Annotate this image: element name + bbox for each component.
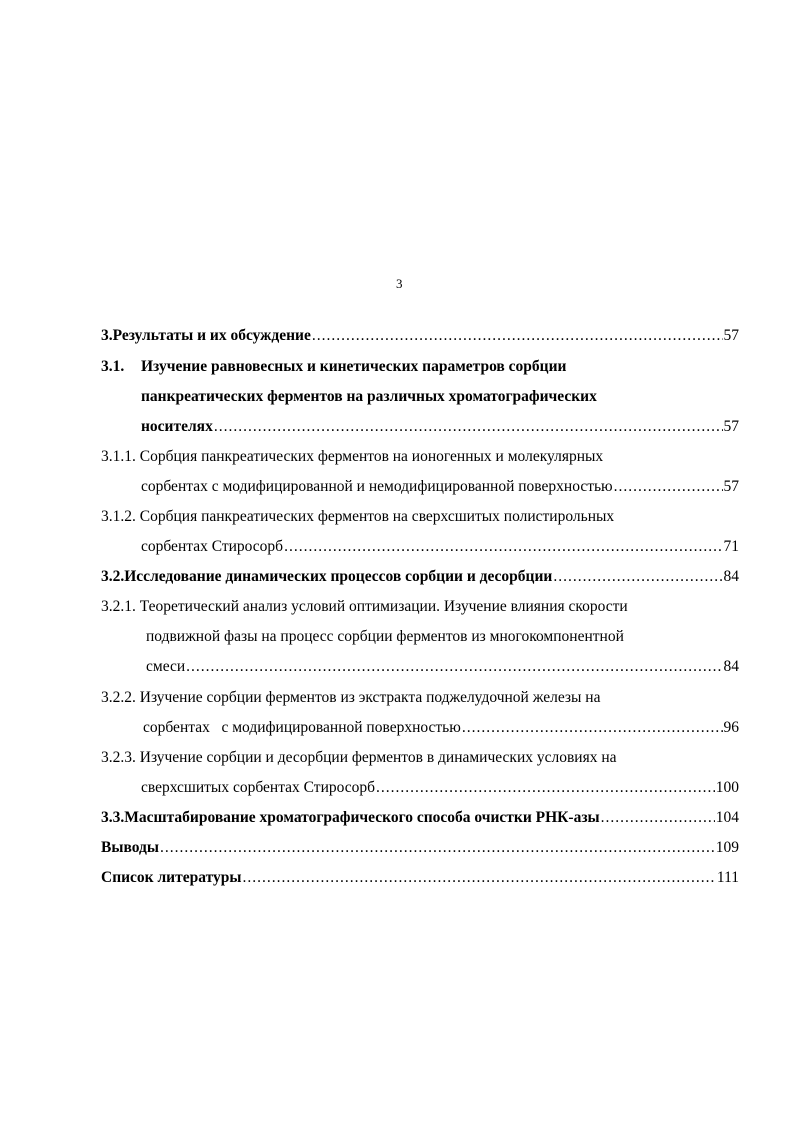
- toc-entry-number: 3.3.: [101, 809, 125, 826]
- toc-entry-3-1-1-line2[interactable]: [141, 477, 739, 497]
- toc-entry-title-line: 3.2.2. Изучение сорбции ферментов из экстракта поджелудочной железы на: [101, 689, 601, 706]
- toc-entry-page: 57: [723, 327, 739, 344]
- leader-dots: [312, 326, 723, 346]
- toc-entry-title-line: подвижной фазы на процесс сорбции ферментов из многокомпонентной: [146, 628, 624, 645]
- toc-entry-title-line: 3.2.3. Изучение сорбции и десорбции ферментов в динамических условиях на: [101, 749, 617, 766]
- toc-entry-number: 3.2.: [101, 568, 125, 585]
- leader-dots: [376, 778, 715, 798]
- leader-dots: [553, 567, 722, 587]
- page-number: 3: [396, 276, 403, 291]
- toc-entry-title-line: 3.2.1. Теоретический анализ условий оптимизации. Изучение влияния скорости: [101, 598, 628, 615]
- toc-entry-title: Исследование динамических процессов сорбции и десорбции: [124, 568, 553, 585]
- toc-entry-3-2-2-line2[interactable]: [143, 718, 739, 738]
- leader-dots: [284, 537, 722, 557]
- toc-entry-title-line: сорбентах с модифицированной поверхностью: [143, 719, 461, 736]
- toc-entry-3-1-2-line1[interactable]: [101, 507, 614, 527]
- toc-entry-title-line: сорбентах с модифицированной и немодифицированной поверхностью: [141, 478, 613, 495]
- toc-entry-number: 3.1.: [101, 358, 125, 375]
- toc-entry-page: 111: [716, 869, 739, 886]
- toc-entry-title: Результаты и их обсуждение: [112, 327, 311, 344]
- toc-entry-title-line: сорбентах Стиросорб: [141, 538, 284, 555]
- toc-entry-3-2[interactable]: [101, 567, 739, 587]
- toc-entry-3-2-3-line2[interactable]: [141, 778, 739, 798]
- toc-entry-conclusions[interactable]: [101, 838, 739, 858]
- toc-entry-title-line: сверхсшитых сорбентах Стиросорб: [141, 779, 376, 796]
- leader-dots: [242, 868, 715, 888]
- leader-dots: [614, 477, 723, 497]
- toc-entry-title-line: носителях: [141, 418, 213, 435]
- leader-dots: [186, 657, 722, 677]
- toc-entry-page: 71: [723, 538, 739, 555]
- toc-entry-title: Выводы: [101, 839, 159, 856]
- toc-entry-3-1-line2: [141, 387, 686, 407]
- toc-entry-page: 84: [723, 658, 739, 675]
- toc-entry-3[interactable]: [101, 326, 739, 346]
- toc-entry-page: 84: [723, 568, 739, 585]
- toc-entry-title-line: 3.1.2. Сорбция панкреатических ферментов на сверхсшитых полистирольных: [101, 508, 615, 525]
- toc-entry-references[interactable]: [101, 868, 739, 888]
- toc-entry-3-2-1-line2: [146, 627, 624, 647]
- toc-entry-title-line: Изучение равновесных и кинетических параметров сорбции: [141, 358, 567, 375]
- toc-entry-3-1-line1[interactable]: [101, 357, 661, 377]
- toc-entry-3-2-2-line1[interactable]: [101, 688, 600, 708]
- toc-entry-3-2-1-line1[interactable]: [101, 597, 628, 617]
- toc-entry-title-line: панкреатических ферментов на различных хроматографических: [141, 388, 597, 405]
- toc-entry-title-line: 3.1.1. Сорбция панкреатических ферментов на ионогенных и молекулярных: [101, 448, 604, 465]
- toc-entry-page: 100: [715, 779, 739, 796]
- toc-entry-3-1-2-line2[interactable]: [141, 537, 739, 557]
- toc-entry-title: Масштабирование хроматографического способа очистки РНК-азы: [124, 809, 600, 826]
- toc-entry-3-1-1-line1[interactable]: [101, 447, 603, 467]
- leader-dots: [601, 808, 715, 828]
- toc-entry-3-2-1-line3[interactable]: [146, 657, 739, 677]
- toc-entry-number: 3.: [101, 327, 113, 344]
- toc-entry-3-1-line3[interactable]: [141, 417, 739, 437]
- toc-entry-title: Список литературы: [101, 869, 242, 886]
- toc-entry-page: 109: [715, 839, 739, 856]
- leader-dots: [160, 838, 715, 858]
- leader-dots: [214, 417, 723, 437]
- toc-entry-page: 104: [715, 809, 739, 826]
- toc-entry-page: 57: [723, 478, 739, 495]
- toc-entry-page: 96: [723, 719, 739, 736]
- toc-entry-3-3[interactable]: [101, 808, 739, 828]
- toc-entry-page: 57: [723, 418, 739, 435]
- toc-entry-3-2-3-line1[interactable]: [101, 748, 617, 768]
- leader-dots: [462, 718, 723, 738]
- toc-entry-title-line: смеси: [146, 658, 186, 675]
